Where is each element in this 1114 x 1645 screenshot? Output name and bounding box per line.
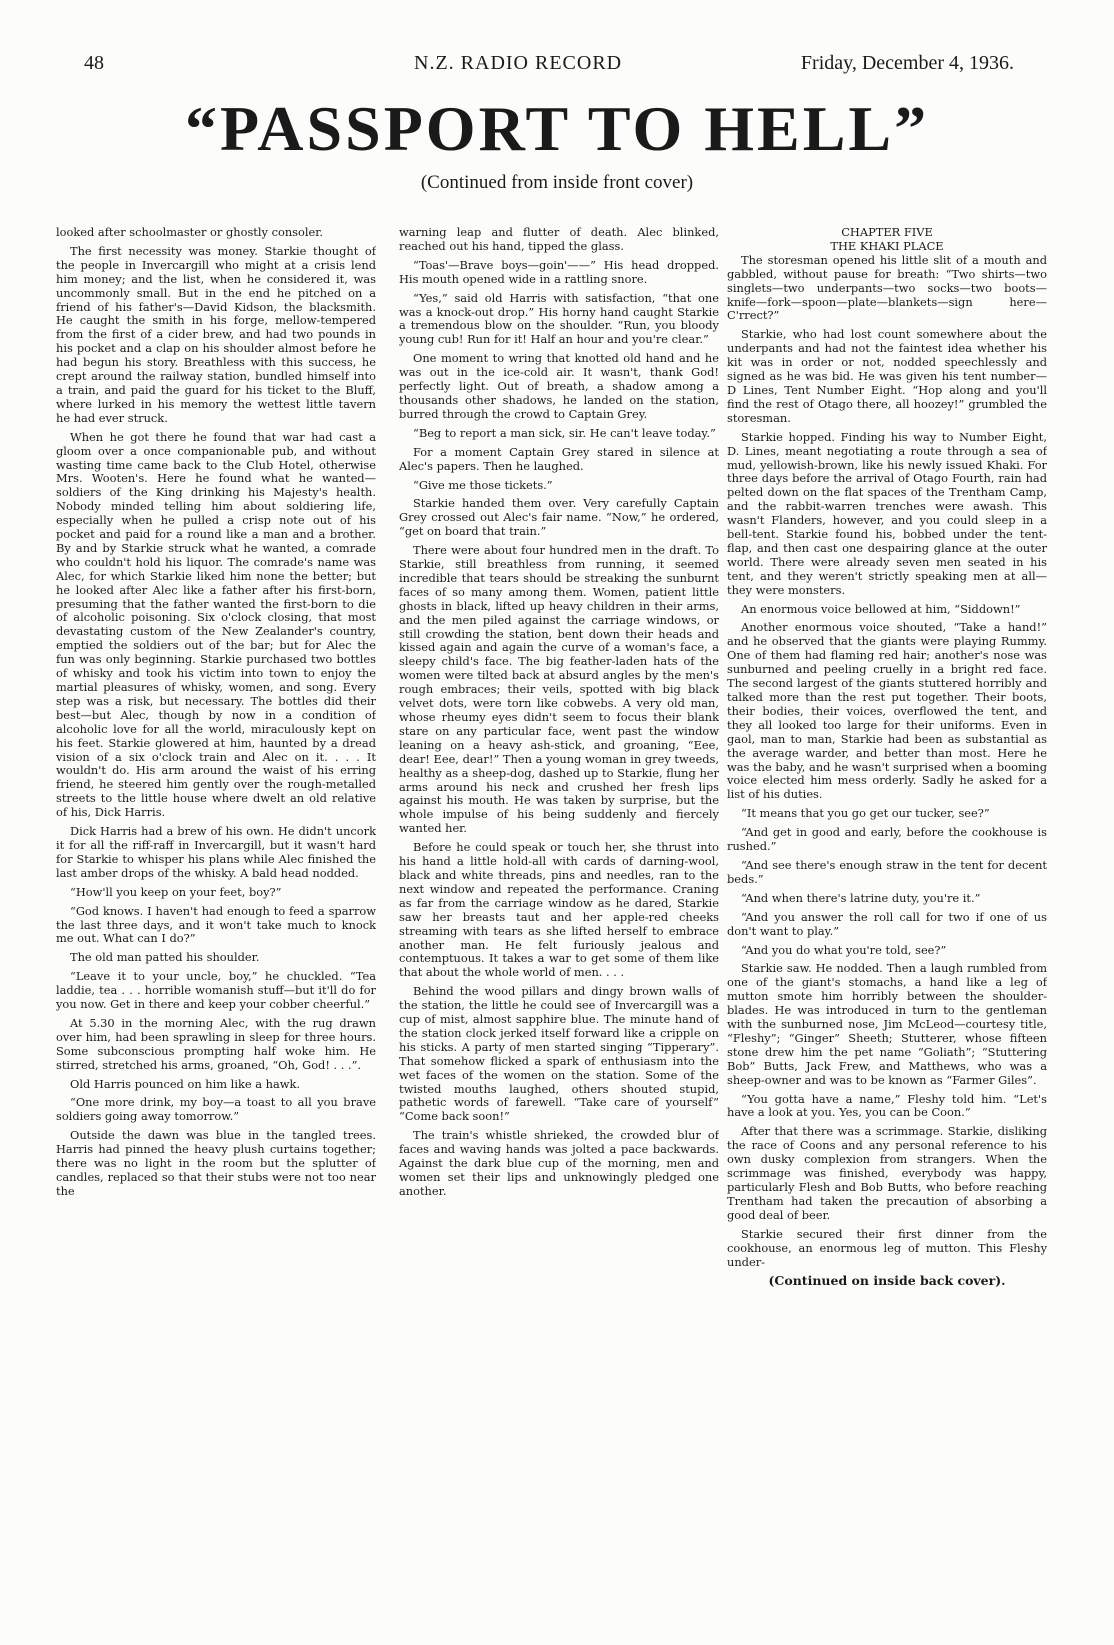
paragraph: looked after schoolmaster or ghostly consoler.	[56, 226, 324, 239]
paragraph: Starkie hopped. Finding his way to Number Eight, D. Lines, meant negotiating a route through a sea of mud, yellowish-brown, like his newly issued Khaki. For three days before the arrival of Otago Fourth, rain had pelted down on the flat spaces of the Trentham Camp, and the rabbit-warren trenches were awash. This wasn't Flanders, however, and you could sleep in a bell-tent. Starkie found his, bobbed under the tent-flap, and then cast one despairing glance at the outer world. There were already seven men seated in his tent, and they weren't strictly speaking men at all—they were monsters.	[727, 429, 1047, 597]
chapter-title: THE KHAKI PLACE	[830, 238, 944, 253]
continued-to-note: (Continued on inside back cover).	[768, 1273, 1006, 1289]
paragraph: “One more drink, my boy—a toast to all you brave soldiers going away tomorrow.”	[56, 1095, 376, 1124]
paragraph: The storesman opened his little slit of a mouth and gabbled, without pause for breath: “Two shirts—two singlets—two underpants—two socks—two boots—knife—fork—spoon—plate—blankets—sign here—C'rrect?”	[727, 252, 1047, 323]
paragraph: warning leap and flutter of death. Alec blinked, reached out his hand, tipped the glass.	[399, 226, 719, 253]
paragraph: “And you answer the roll call for two if one of us don't want to play.”	[727, 909, 1047, 938]
paragraph: “Yes,” said old Harris with satisfaction, “that one was a knock-out drop.” His horny hand caught Starkie a tremendous blow on the shoulder. “Run, you bloody young cub! Run for it! Half an hour and you're clear.”	[399, 290, 719, 347]
page-number: 48	[84, 52, 104, 74]
paragraph: “Leave it to your uncle, boy,” he chuckled. “Tea laddie, tea . . . horrible womanish stuff—but it'll do for you now. Get in there and keep your cobber cheerful.”	[56, 969, 376, 1012]
paragraph: One moment to wring that knotted old hand and he was out in the ice-cold air. It wasn't, thank God! perfectly light. Out of breath, a shadow among a thousands other shadows, he landed on the station, burred through the crowd to Captain Grey.	[399, 351, 719, 421]
paragraph: “It means that you go get our tucker, see?”	[741, 806, 990, 821]
paragraph: For a moment Captain Grey stared in silence at Alec's papers. Then he laughed.	[399, 444, 719, 473]
paragraph: “Beg to report a man sick, sir. He can't leave today.”	[413, 425, 716, 440]
paragraph: At 5.30 in the morning Alec, with the rug drawn over him, had been sprawling in sleep for three hours. Some subconscious prompting half woke him. He stirred, stretched his arms, groaned, “Oh, God! . . .”.	[56, 1015, 376, 1072]
paragraph: Behind the wood pillars and dingy brown walls of the station, the little he could see of Invercargill was a cup of mist, almost sapphire blue. The minute hand of the station clock jerked itself forward like a cripple on his sticks. A party of men started singing “Tipperary”. That somehow flicked a spark of enthusiasm into the wet faces of the women on the station. Some of the twisted mouths laughed, others shouted stupid, pathetic words of farewell. “Take care of yourself” “Come back soon!”	[399, 984, 719, 1124]
paragraph: “And get in good and early, before the cookhouse is rushed.”	[727, 825, 1047, 854]
continued-from-note: (Continued from inside front cover)	[420, 172, 694, 193]
paragraph: Dick Harris had a brew of his own. He didn't uncork it for all the riff-raff in Invercargill, but it wasn't hard for Starkie to whisper his plans while Alec finished the last amber drops of the whisky. A bald head nodded.	[56, 824, 376, 880]
publication-name: N.Z. RADIO RECORD	[414, 52, 623, 74]
paragraph: “And see there's enough straw in the tent for decent beds.”	[727, 857, 1047, 886]
article-title: “PASSPORT TO HELL”	[184, 93, 930, 164]
text-column-3	[727, 226, 1047, 1626]
paragraph: Starkie saw. He nodded. Then a laugh rumbled from one of the giant's stomachs, a hand like a leg of mutton smote him horribly between the shoulder-blades. He was introduced in turn to the gentleman with the sunburned nose, Jim McLeod—courtesy title, “Fleshy”; “Ginger” Sheeth; Stutterer, whose fifteen stone drew him the pet name “Goliath”; “Stuttering Bob” Butts, Jack Frew, and Matthews, who was a sheep-owner and was to be known as “Farmer Giles”.	[727, 961, 1047, 1087]
paragraph: When he got there he found that war had cast a gloom over a once companionable pub, and without wasting time came back to the Club Hotel, otherwise Mrs. Wooten's. Here he found what he wanted—soldiers of the King drinking his Majesty's health. Nobody minded telling him about soldiering life, especially when he pulled a crisp note out of his pocket and paid for a round like a man and a brother. By and by Starkie struck what he wanted, a comrade who couldn't hold his liquor. The comrade's name was Alec, for which Starkie liked him none the better; but he looked after Alec like a father after his first-born, presuming that the father wanted the first-born to die of alcoholic poisoning. Six o'clock closing, that most devastating custom of the New Zealander's country, emptied the soldiers out of the bar; but for Alec the fun was only beginning. Starkie purchased two bottles of whisky and took his victim into town to enjoy the martial pleasures of whisky, women, and song. Every step was a risk, but necessary. The bottles did their best—but Alec, though by now in a condition of alcoholic love for all the world, miraculously kept on his feet. Starkie glowered at him, haunted by a dread vision of a six o'clock train and Alec on it. . . . It wouldn't do. His arm around the waist of his erring friend, he steered him gently over the rough-metalled streets to the little house where dwelt an old relative of his, Dick Harris.	[56, 429, 376, 820]
paragraph: The train's whistle shrieked, the crowded blur of faces and waving hands was jolted a pace backwards. Against the dark blue cup of the morning, men and women set their lips and unknowingly pledged one another.	[399, 1128, 719, 1198]
paragraph: “You gotta have a name,” Fleshy told him. “Let's have a look at you. Yes, you can be Coon.”	[727, 1091, 1047, 1120]
paragraph: Starkie handed them over. Very carefully Captain Grey crossed out Alec's fair name. “Now,” he ordered, “get on board that train.”	[399, 496, 719, 539]
paragraph: “And you do what you're told, see?”	[741, 942, 947, 957]
text-column-2	[399, 226, 719, 1626]
paragraph: Starkie secured their first dinner from the cookhouse, an enormous leg of mutton. This Fleshy under-	[727, 1226, 1047, 1269]
paragraph: Starkie, who had lost count somewhere about the underpants and had not the faintest idea whether his kit was in order or not, nodded speechlessly and signed as he was bid. He was given his tent number—D Lines, Tent Number Eight. “Hop along and you'll find the rest of Otago there, all hoozey!” grumbled the storesman.	[727, 327, 1047, 425]
text-column-1	[56, 226, 376, 1626]
paragraph: “God knows. I haven't had enough to feed a sparrow the last three days, and it won't take much to knock me out. What can I do?”	[56, 903, 376, 946]
paragraph: An enormous voice bellowed at him, “Siddown!”	[741, 601, 1021, 616]
paragraph: After that there was a scrimmage. Starkie, disliking the race of Coons and any personal reference to his own dusky complexion from strangers. When the scrimmage was finished, everybody was happy, particularly Flesh and Bob Butts, who before reaching Trentham had taken the precaution of absorbing a good deal of beer.	[727, 1124, 1047, 1222]
chapter-number: CHAPTER FIVE	[841, 226, 933, 239]
paragraph: There were about four hundred men in the draft. To Starkie, still breathless from running, it seemed incredible that tears should be streaking the sunburnt faces of so many among them. Women, patient little ghosts in black, lifted up heavy children in their arms, and the men piled against the carriage windows, or still crowding the station, bent down their heads and kissed again and again the curve of a woman's face, a sleepy child's face. The big feather-laden hats of the women were tilted back at absurd angles by the men's rough embraces; their veils, spotted with big black velvet dots, were torn like cobwebs. A very old man, whose rheumy eyes didn't seem to focus their blank stare on any particular face, went past the window leaning on a heavy ash-stick, and groaning, “Eee, dear! Eee, dear!” Then a young woman in grey tweeds, healthy as a sheep-dog, dashed up to Starkie, flung her arms around his neck and crushed her fresh lips against his mouth. He was taken by surprise, but the whole impulse of his being suddenly and fiercely wanted her.	[399, 543, 719, 836]
paragraph: Before he could speak or touch her, she thrust into his hand a little hold-all with cards of darning-wool, black and white threads, pins and needles, ran to the next window and repeated the performance. Craning as far from the carriage window as he dared, Starkie saw her breasts taut and her apple-red cheeks streaming with tears as she lifted herself to embrace another man. He felt furiously jealous and contemptuous. It takes a war to get some of them like that about the whole world of men. . . .	[399, 840, 719, 980]
page-header	[84, 52, 1014, 82]
paragraph: Another enormous voice shouted, “Take a hand!” and he observed that the giants were playing Rummy. One of them had flaming red hair; another's nose was sunburned and peeling cruelly in a bright red face. The second largest of the giants stuttered horribly and talked more than the rest put together. Their boots, their bodies, their voices, overflowed the tent, and they all looked too large for their uniforms. Even in gaol, man to man, Starkie had been as substantial as the average warder, and better than most. Here he was the baby, and he wasn't surprised when a booming voice elected him mess orderly. Sadly he asked for a list of his duties.	[727, 620, 1047, 802]
paragraph: The first necessity was money. Starkie thought of the people in Invercargill who might at a crisis lend him money; and the list, when he considered it, was uncommonly small. But in the end he pitched on a friend of his father's—David Kidson, the blacksmith. He caught the smith in his forge, mellow-tempered from the first of a cider brew, and had two pounds in his pocket and a clap on his shoulder almost before he had begun his story. Breathless with this success, he crept around the railway station, bundled himself into a train, and paid the guard for his ticket to the Bluff, where lurked in his memory the wettest little tavern he had ever struck.	[56, 243, 376, 425]
paragraph: “And when there's latrine duty, you're it.”	[741, 890, 981, 905]
paragraph: Outside the dawn was blue in the tangled trees. Harris had pinned the heavy plush curtains together; there was no light in the room but the splutter of candles, replaced so that their stubs were not too near the	[56, 1128, 376, 1198]
issue-date: Friday, December 4, 1936.	[800, 52, 1014, 74]
paragraph: “How'll you keep on your feet, boy?”	[70, 884, 282, 899]
paragraph: “Give me those tickets.”	[413, 477, 553, 492]
paragraph: Old Harris pounced on him like a hawk.	[70, 1076, 301, 1091]
paragraph: The old man patted his shoulder.	[70, 950, 260, 965]
paragraph: “Toas'—Brave boys—goin'——” His head dropped. His mouth opened wide in a rattling snore.	[399, 257, 719, 286]
